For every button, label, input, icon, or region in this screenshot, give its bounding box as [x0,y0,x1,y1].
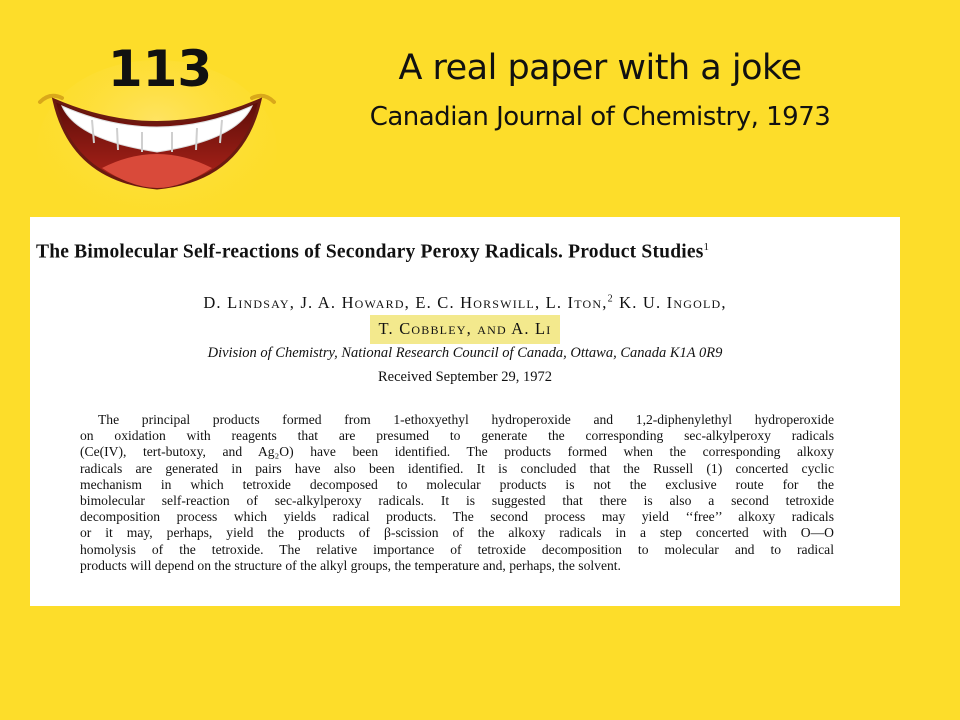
authors-line-2 [30,319,900,339]
abstract-line: mechanism in which tetroxide decomposed to molecular products is not the exclusive route for the [80,476,834,492]
abstract-line: on oxidation with reagents that are presumed to generate the corresponding sec-alkylperoxy radicals [80,428,834,444]
slide-title: A real paper with a joke [398,48,802,88]
abstract-line: homolysis of the tetroxide. The relative importance of tetroxide decomposition to molecular and to radical [80,541,834,557]
received-date: Received September 29, 1972 [378,369,552,385]
paper-title-footnote: 1 [703,241,710,253]
abstract-line: bimolecular self-reaction of sec-alkylperoxy radicals. It is suggested that there is also a second tetroxide [80,493,834,509]
paper-title [36,241,896,264]
authors-footnote: 2 [607,293,614,305]
abstract-line: or it may, perhaps, yield the products of β-scission of the alkoxy radicals in a step concerted with O—O [80,525,834,541]
authors-line-1-tail: K. U. Ingold, [613,293,727,312]
abstract-line: decomposition process which yields radical products. The second process may yield ‘‘free’’ alkoxy radicals [80,509,834,525]
abstract-line: radicals are generated in pairs have also been identified. It is concluded that the Russell (1) concerted cyclic [80,460,834,476]
highlighted-authors: T. Cobbley, and A. Li [370,315,559,344]
authors-line-1-text: D. Lindsay, J. A. Howard, E. C. Horswill, L. Iton, [203,293,608,312]
slide-number: 113 [107,40,213,98]
abstract-line: The principal products formed from 1-ethoxyethyl hydroperoxide and 1,2-diphenylethyl hydroperoxide [98,412,834,427]
paper-excerpt [30,217,900,606]
abstract-line: products will depend on the structure of the alkyl groups, the temperature and, perhaps, the solvent. [80,557,621,573]
slide-subtitle: Canadian Journal of Chemistry, 1973 [369,102,831,132]
paper-title-text: The Bimolecular Self-reactions of Secondary Peroxy Radicals. Product Studies [36,241,704,263]
abstract [80,412,834,574]
abstract-line: (Ce(IV), tert-butoxy, and Ag₂O) have been identified. The products formed when the corresponding alkoxy [80,444,834,460]
authors-line-1 [30,293,900,313]
affiliation: Division of Chemistry, National Research Council of Canada, Ottawa, Canada K1A 0R9 [207,345,723,361]
